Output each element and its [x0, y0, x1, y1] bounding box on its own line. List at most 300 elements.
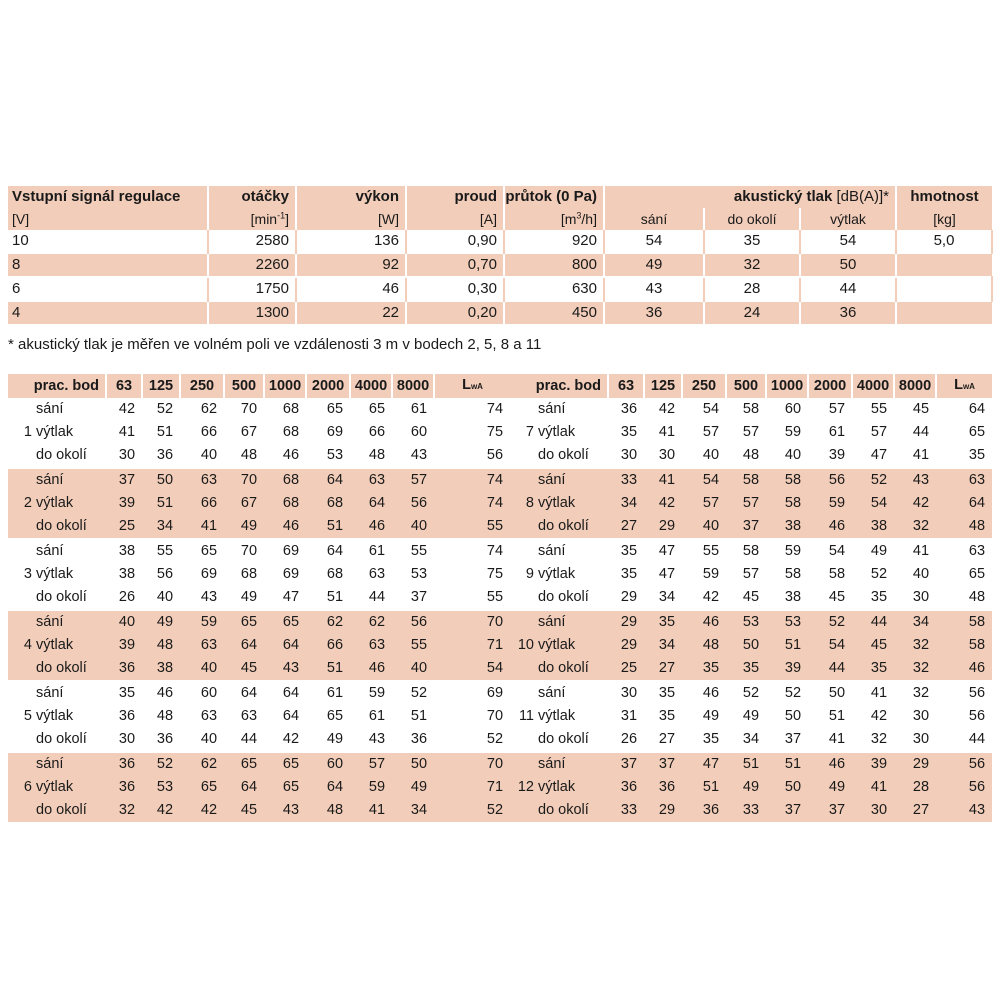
band-value: 27	[608, 515, 644, 538]
work-point-number: 5	[8, 705, 36, 728]
band-value: 44	[224, 728, 264, 751]
band-value: 35	[644, 611, 682, 634]
octave-header-lwa	[936, 374, 992, 398]
band-value: 38	[106, 540, 142, 563]
spec-row	[8, 253, 992, 277]
spec-table	[8, 186, 993, 326]
lwa-value: 54	[434, 657, 510, 680]
measurement-kind: sání	[538, 682, 608, 705]
octave-row	[8, 705, 510, 728]
band-value: 38	[852, 515, 894, 538]
measurement-kind: výtlak	[36, 634, 106, 657]
work-point-number	[8, 469, 36, 492]
lwa-value: 48	[936, 515, 992, 538]
octave-row	[510, 705, 992, 728]
band-value: 64	[264, 682, 306, 705]
band-value: 40	[682, 515, 726, 538]
band-value: 32	[894, 515, 936, 538]
spec-cell-rpm: 1300	[208, 301, 296, 325]
band-value: 30	[894, 728, 936, 751]
spec-cell-discharge: 54	[800, 230, 896, 253]
lwa-main: L	[954, 377, 963, 393]
band-value: 64	[306, 776, 350, 799]
band-value: 46	[682, 611, 726, 634]
band-value: 67	[224, 421, 264, 444]
band-value: 56	[392, 611, 434, 634]
header-noise	[604, 186, 896, 208]
band-value: 26	[608, 728, 644, 751]
band-value: 34	[644, 586, 682, 609]
octave-header-freq: 125	[644, 374, 682, 398]
band-value: 51	[726, 753, 766, 776]
octave-row	[510, 444, 992, 467]
band-value: 29	[644, 799, 682, 822]
work-point-number: 11	[510, 705, 538, 728]
lwa-value: 56	[936, 682, 992, 705]
band-value: 41	[180, 515, 224, 538]
band-value: 65	[224, 611, 264, 634]
band-value: 70	[224, 398, 264, 421]
band-value: 52	[726, 682, 766, 705]
band-value: 63	[180, 705, 224, 728]
spec-cell-weight	[896, 301, 992, 325]
work-point-number	[8, 540, 36, 563]
band-value: 30	[106, 728, 142, 751]
spec-cell-weight	[896, 253, 992, 277]
measurement-kind: do okolí	[36, 515, 106, 538]
band-value: 61	[350, 705, 392, 728]
band-value: 61	[808, 421, 852, 444]
work-point-number	[8, 398, 36, 421]
band-value: 35	[608, 540, 644, 563]
work-point-number: 6	[8, 776, 36, 799]
band-value: 41	[894, 444, 936, 467]
header-weight: hmotnost	[896, 186, 992, 208]
band-value: 56	[392, 492, 434, 515]
measurement-kind: do okolí	[538, 586, 608, 609]
band-value: 29	[608, 611, 644, 634]
band-value: 55	[682, 540, 726, 563]
spec-cell-flow: 920	[504, 230, 604, 253]
band-value: 69	[264, 540, 306, 563]
measurement-kind: do okolí	[538, 799, 608, 822]
band-value: 32	[894, 682, 936, 705]
measurement-kind: sání	[538, 753, 608, 776]
band-value: 40	[180, 657, 224, 680]
octave-row	[8, 657, 510, 680]
band-value: 38	[766, 515, 808, 538]
band-value: 48	[306, 799, 350, 822]
band-value: 34	[726, 728, 766, 751]
spec-cell-weight: 5,0	[896, 230, 992, 253]
band-value: 45	[224, 799, 264, 822]
measurement-kind: do okolí	[36, 799, 106, 822]
band-value: 45	[852, 634, 894, 657]
band-value: 30	[852, 799, 894, 822]
band-value: 37	[106, 469, 142, 492]
band-value: 49	[852, 540, 894, 563]
band-value: 62	[180, 398, 224, 421]
lwa-value: 74	[434, 469, 510, 492]
band-value: 65	[306, 705, 350, 728]
band-value: 70	[224, 540, 264, 563]
band-value: 66	[180, 492, 224, 515]
octave-row	[510, 398, 992, 421]
band-value: 60	[306, 753, 350, 776]
band-value: 54	[808, 634, 852, 657]
measurement-kind: sání	[538, 469, 608, 492]
band-value: 51	[306, 657, 350, 680]
lwa-value: 44	[936, 728, 992, 751]
spec-cell-discharge: 44	[800, 277, 896, 301]
measurement-kind: výtlak	[36, 705, 106, 728]
band-value: 32	[106, 799, 142, 822]
band-value: 35	[608, 563, 644, 586]
measurement-kind: sání	[36, 469, 106, 492]
work-point-number	[510, 515, 538, 538]
band-value: 49	[808, 776, 852, 799]
band-value: 64	[224, 682, 264, 705]
band-value: 53	[766, 611, 808, 634]
band-value: 43	[264, 799, 306, 822]
work-point-number	[8, 586, 36, 609]
header-rpm: otáčky	[208, 186, 296, 208]
octave-row	[8, 492, 510, 515]
header-noise-label: akustický tlak	[733, 188, 833, 205]
band-value: 61	[392, 398, 434, 421]
band-value: 37	[392, 586, 434, 609]
measurement-kind: do okolí	[36, 657, 106, 680]
band-value: 57	[682, 421, 726, 444]
band-value: 70	[224, 469, 264, 492]
unit-signal: [V]	[8, 208, 208, 230]
band-value: 29	[894, 753, 936, 776]
band-value: 45	[726, 586, 766, 609]
band-value: 36	[106, 753, 142, 776]
band-value: 64	[264, 634, 306, 657]
lwa-value: 56	[936, 705, 992, 728]
band-value: 47	[644, 563, 682, 586]
band-value: 63	[350, 634, 392, 657]
band-value: 48	[142, 634, 180, 657]
lwa-value: 64	[936, 398, 992, 421]
band-value: 37	[766, 799, 808, 822]
work-point-number: 4	[8, 634, 36, 657]
band-value: 46	[264, 444, 306, 467]
lwa-value: 65	[936, 421, 992, 444]
band-value: 51	[766, 634, 808, 657]
lwa-value: 75	[434, 563, 510, 586]
unit-discharge: výtlak	[800, 208, 896, 230]
lwa-value: 58	[936, 611, 992, 634]
spec-unit-row	[8, 208, 992, 230]
measurement-kind: do okolí	[36, 586, 106, 609]
unit-suction: sání	[604, 208, 704, 230]
band-value: 44	[894, 421, 936, 444]
band-value: 41	[894, 540, 936, 563]
band-value: 50	[726, 634, 766, 657]
lwa-value: 69	[434, 682, 510, 705]
band-value: 65	[264, 776, 306, 799]
octave-header-freq: 1000	[264, 374, 306, 398]
band-value: 57	[682, 492, 726, 515]
unit-current: [A]	[406, 208, 504, 230]
work-point-number	[510, 540, 538, 563]
band-value: 30	[894, 705, 936, 728]
lwa-value: 52	[434, 728, 510, 751]
band-value: 38	[766, 586, 808, 609]
band-value: 43	[180, 586, 224, 609]
band-value: 47	[264, 586, 306, 609]
band-value: 46	[142, 682, 180, 705]
band-value: 51	[306, 515, 350, 538]
band-value: 62	[306, 611, 350, 634]
measurement-kind: výtlak	[538, 776, 608, 799]
octave-row	[8, 753, 510, 776]
band-value: 43	[350, 728, 392, 751]
header-power: výkon	[296, 186, 406, 208]
octave-header-freq: 2000	[306, 374, 350, 398]
band-value: 36	[392, 728, 434, 751]
spec-cell-suction: 54	[604, 230, 704, 253]
spec-cell-signal: 4	[8, 301, 208, 325]
band-value: 48	[224, 444, 264, 467]
spec-cell-rpm: 1750	[208, 277, 296, 301]
lwa-value: 58	[936, 634, 992, 657]
lwa-value: 71	[434, 634, 510, 657]
band-value: 45	[808, 586, 852, 609]
band-value: 42	[894, 492, 936, 515]
band-value: 27	[644, 728, 682, 751]
octave-header-freq: 63	[106, 374, 142, 398]
lwa-value: 70	[434, 611, 510, 634]
band-value: 63	[224, 705, 264, 728]
band-value: 51	[766, 753, 808, 776]
band-value: 44	[852, 611, 894, 634]
band-value: 58	[808, 563, 852, 586]
band-value: 46	[350, 657, 392, 680]
work-point-number	[8, 657, 36, 680]
band-value: 60	[180, 682, 224, 705]
band-value: 43	[392, 444, 434, 467]
lwa-value: 74	[434, 492, 510, 515]
work-point-number	[8, 799, 36, 822]
octave-row	[510, 563, 992, 586]
spec-cell-current: 0,30	[406, 277, 504, 301]
band-value: 42	[644, 492, 682, 515]
spec-cell-signal: 6	[8, 277, 208, 301]
work-point-number	[510, 586, 538, 609]
lwa-value: 65	[936, 563, 992, 586]
band-value: 41	[808, 728, 852, 751]
unit-rpm-post: ]	[285, 211, 289, 227]
spec-cell-discharge: 50	[800, 253, 896, 277]
spec-cell-signal: 8	[8, 253, 208, 277]
band-value: 42	[180, 799, 224, 822]
band-value: 34	[644, 634, 682, 657]
octave-body-left	[8, 398, 510, 822]
band-value: 29	[644, 515, 682, 538]
band-value: 58	[726, 469, 766, 492]
band-value: 45	[224, 657, 264, 680]
band-value: 30	[644, 444, 682, 467]
octave-row	[510, 657, 992, 680]
octave-row	[510, 469, 992, 492]
band-value: 41	[350, 799, 392, 822]
measurement-kind: výtlak	[36, 563, 106, 586]
octave-row	[8, 563, 510, 586]
band-value: 58	[766, 492, 808, 515]
work-point-number: 9	[510, 563, 538, 586]
octave-header-point: prac. bod	[8, 374, 106, 398]
band-value: 55	[392, 540, 434, 563]
octave-header-freq: 63	[608, 374, 644, 398]
band-value: 55	[852, 398, 894, 421]
band-value: 69	[306, 421, 350, 444]
band-value: 64	[306, 469, 350, 492]
band-value: 62	[350, 611, 392, 634]
band-value: 36	[644, 776, 682, 799]
spec-cell-suction: 36	[604, 301, 704, 325]
band-value: 43	[894, 469, 936, 492]
band-value: 58	[766, 563, 808, 586]
band-value: 52	[392, 682, 434, 705]
octave-row	[510, 611, 992, 634]
measurement-kind: výtlak	[538, 421, 608, 444]
band-value: 40	[180, 728, 224, 751]
band-value: 59	[766, 421, 808, 444]
band-value: 35	[644, 705, 682, 728]
band-value: 52	[142, 753, 180, 776]
band-value: 68	[264, 421, 306, 444]
band-value: 49	[306, 728, 350, 751]
work-point-number: 12	[510, 776, 538, 799]
octave-row	[510, 728, 992, 751]
octave-header-freq: 8000	[894, 374, 936, 398]
band-value: 59	[808, 492, 852, 515]
band-value: 49	[726, 776, 766, 799]
octave-row	[8, 586, 510, 609]
band-value: 50	[766, 776, 808, 799]
spec-row	[8, 277, 992, 301]
band-value: 52	[142, 398, 180, 421]
unit-rpm-sup: -1	[277, 210, 286, 221]
band-value: 49	[682, 705, 726, 728]
band-value: 36	[106, 657, 142, 680]
header-signal: Vstupní signál regulace	[8, 186, 208, 208]
band-value: 33	[608, 799, 644, 822]
band-value: 52	[766, 682, 808, 705]
band-value: 42	[142, 799, 180, 822]
band-value: 27	[644, 657, 682, 680]
band-value: 35	[682, 657, 726, 680]
band-value: 40	[180, 444, 224, 467]
work-point-number: 7	[510, 421, 538, 444]
lwa-sub: wA	[470, 382, 483, 391]
band-value: 42	[106, 398, 142, 421]
work-point-number	[510, 657, 538, 680]
band-value: 47	[852, 444, 894, 467]
band-value: 64	[224, 776, 264, 799]
band-value: 36	[608, 776, 644, 799]
band-value: 30	[608, 444, 644, 467]
work-point-number	[8, 728, 36, 751]
lwa-value: 43	[936, 799, 992, 822]
band-value: 60	[392, 421, 434, 444]
band-value: 33	[726, 799, 766, 822]
octave-row	[8, 398, 510, 421]
lwa-value: 56	[936, 753, 992, 776]
octave-row	[510, 586, 992, 609]
band-value: 44	[350, 586, 392, 609]
band-value: 39	[852, 753, 894, 776]
octave-header-row-left	[8, 374, 510, 398]
band-value: 38	[106, 563, 142, 586]
band-value: 65	[180, 540, 224, 563]
octave-row	[8, 634, 510, 657]
band-value: 33	[608, 469, 644, 492]
spec-cell-surround: 28	[704, 277, 800, 301]
band-value: 53	[142, 776, 180, 799]
band-value: 48	[682, 634, 726, 657]
work-point-number	[510, 469, 538, 492]
spec-cell-surround: 35	[704, 230, 800, 253]
unit-flow-pre: [m	[560, 211, 577, 227]
band-value: 36	[608, 398, 644, 421]
measurement-kind: do okolí	[538, 444, 608, 467]
lwa-value: 56	[434, 444, 510, 467]
lwa-value: 63	[936, 540, 992, 563]
work-point-number	[8, 444, 36, 467]
band-value: 44	[808, 657, 852, 680]
band-value: 50	[766, 705, 808, 728]
band-value: 30	[106, 444, 142, 467]
band-value: 65	[264, 753, 306, 776]
lwa-main: L	[462, 377, 471, 393]
band-value: 25	[106, 515, 142, 538]
band-value: 25	[608, 657, 644, 680]
band-value: 61	[350, 540, 392, 563]
band-value: 36	[142, 444, 180, 467]
band-value: 27	[894, 799, 936, 822]
band-value: 68	[306, 563, 350, 586]
band-value: 64	[306, 540, 350, 563]
band-value: 39	[766, 657, 808, 680]
header-flow: průtok (0 Pa)	[504, 186, 604, 208]
band-value: 57	[852, 421, 894, 444]
band-value: 42	[644, 398, 682, 421]
spec-cell-flow: 800	[504, 253, 604, 277]
measurement-kind: sání	[36, 682, 106, 705]
measurement-kind: sání	[538, 398, 608, 421]
lwa-value: 63	[936, 469, 992, 492]
measurement-kind: výtlak	[538, 492, 608, 515]
band-value: 68	[306, 492, 350, 515]
band-value: 55	[142, 540, 180, 563]
band-value: 52	[808, 611, 852, 634]
octave-table-left	[8, 374, 510, 822]
band-value: 49	[224, 515, 264, 538]
lwa-value: 52	[434, 799, 510, 822]
lwa-value: 55	[434, 515, 510, 538]
band-value: 52	[852, 563, 894, 586]
band-value: 59	[682, 563, 726, 586]
band-value: 37	[808, 799, 852, 822]
work-point-number: 2	[8, 492, 36, 515]
octave-row	[510, 753, 992, 776]
spec-cell-flow: 630	[504, 277, 604, 301]
measurement-kind: sání	[538, 540, 608, 563]
